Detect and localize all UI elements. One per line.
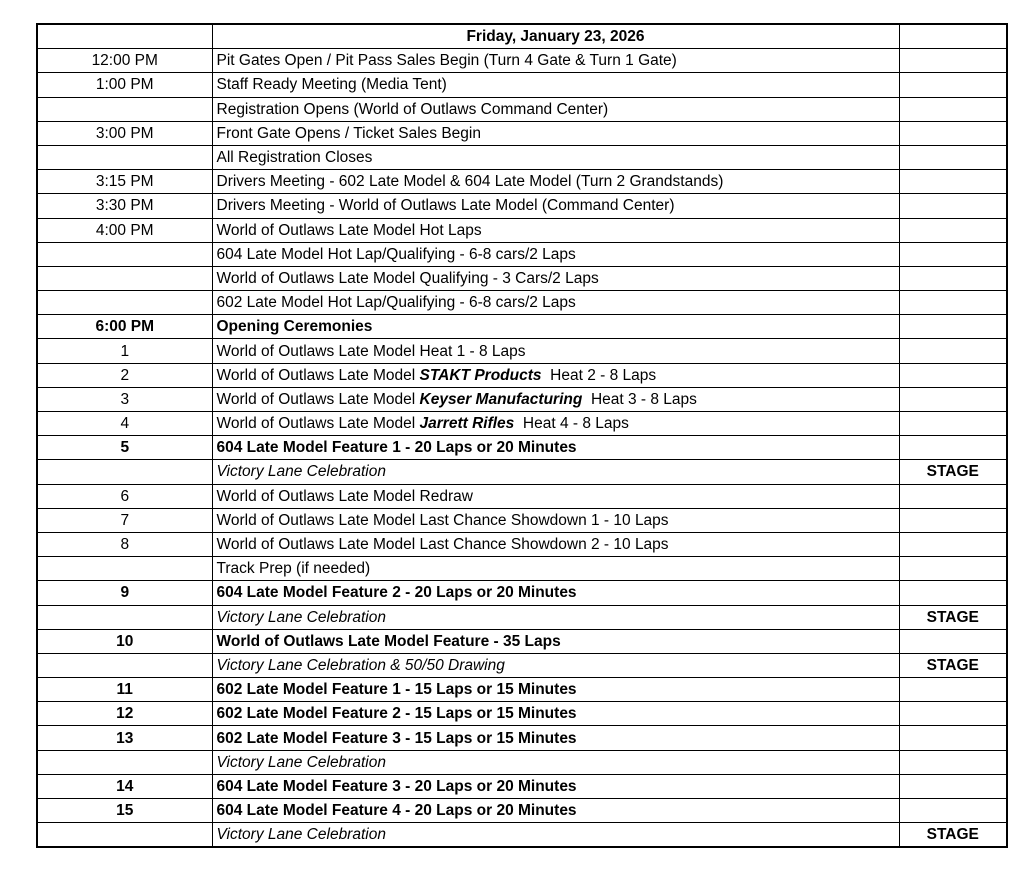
row-event: 604 Late Model Feature 3 - 20 Laps or 20 Minutes [212, 774, 899, 798]
row-time: 4 [37, 412, 212, 436]
row-time: 8 [37, 532, 212, 556]
event-sponsor: STAKT Products [419, 366, 542, 384]
row-event: Pit Gates Open / Pit Pass Sales Begin (Turn 4 Gate & Turn 1 Gate) [212, 49, 899, 73]
row-event: All Registration Closes [212, 145, 899, 169]
schedule-table [36, 23, 1008, 848]
row-note [899, 436, 1007, 460]
row-note: STAGE [899, 823, 1007, 848]
row-time: 1 [37, 339, 212, 363]
row-note [899, 508, 1007, 532]
row-note [899, 629, 1007, 653]
schedule-row [37, 363, 1007, 387]
row-note: STAGE [899, 653, 1007, 677]
schedule-row [37, 145, 1007, 169]
row-note [899, 291, 1007, 315]
row-event: Drivers Meeting - 602 Late Model & 604 Late Model (Turn 2 Grandstands) [212, 170, 899, 194]
schedule-date-header: Friday, January 23, 2026 [212, 24, 899, 49]
row-note [899, 242, 1007, 266]
row-time: 3:15 PM [37, 170, 212, 194]
row-time [37, 605, 212, 629]
event-text: World of Outlaws Late Model [216, 415, 420, 433]
row-event: World of Outlaws Late Model Heat 1 - 8 Laps [212, 339, 899, 363]
row-note: STAGE [899, 605, 1007, 629]
row-time: 10 [37, 629, 212, 653]
row-note [899, 266, 1007, 290]
row-time: 6:00 PM [37, 315, 212, 339]
schedule-row [37, 557, 1007, 581]
row-time: 12 [37, 702, 212, 726]
row-time: 5 [37, 436, 212, 460]
schedule-row [37, 484, 1007, 508]
row-time: 2 [37, 363, 212, 387]
row-event: Drivers Meeting - World of Outlaws Late Model (Command Center) [212, 194, 899, 218]
row-time: 15 [37, 799, 212, 823]
schedule-row [37, 581, 1007, 605]
row-event [212, 387, 899, 411]
schedule-row [37, 750, 1007, 774]
schedule-row [37, 629, 1007, 653]
header-blank-time [37, 24, 212, 49]
schedule-body [37, 24, 1007, 847]
row-event: Victory Lane Celebration [212, 605, 899, 629]
row-event: 602 Late Model Feature 1 - 15 Laps or 15 Minutes [212, 678, 899, 702]
event-text-after: Heat 3 - 8 Laps [582, 390, 697, 408]
row-note [899, 363, 1007, 387]
row-note [899, 339, 1007, 363]
schedule-row [37, 799, 1007, 823]
row-time: 4:00 PM [37, 218, 212, 242]
row-note [899, 557, 1007, 581]
schedule-row [37, 436, 1007, 460]
row-time: 3:00 PM [37, 121, 212, 145]
schedule-row [37, 49, 1007, 73]
schedule-row [37, 726, 1007, 750]
row-note [899, 218, 1007, 242]
event-text: World of Outlaws Late Model [216, 390, 420, 408]
row-note [899, 532, 1007, 556]
row-time [37, 653, 212, 677]
schedule-row [37, 412, 1007, 436]
row-time [37, 145, 212, 169]
row-event: Victory Lane Celebration [212, 750, 899, 774]
row-event: World of Outlaws Late Model Qualifying - 3 Cars/2 Laps [212, 266, 899, 290]
row-note [899, 121, 1007, 145]
schedule-row [37, 605, 1007, 629]
row-note [899, 581, 1007, 605]
schedule-row [37, 315, 1007, 339]
row-event: Front Gate Opens / Ticket Sales Begin [212, 121, 899, 145]
row-note [899, 774, 1007, 798]
row-time: 14 [37, 774, 212, 798]
schedule-row [37, 218, 1007, 242]
row-note [899, 412, 1007, 436]
schedule-row [37, 460, 1007, 484]
row-note [899, 678, 1007, 702]
schedule-row [37, 194, 1007, 218]
row-note [899, 49, 1007, 73]
row-time: 13 [37, 726, 212, 750]
row-time: 3 [37, 387, 212, 411]
schedule-row [37, 339, 1007, 363]
row-time [37, 750, 212, 774]
row-time: 11 [37, 678, 212, 702]
row-event: 604 Late Model Hot Lap/Qualifying - 6-8 cars/2 Laps [212, 242, 899, 266]
row-event: 602 Late Model Feature 3 - 15 Laps or 15 Minutes [212, 726, 899, 750]
row-event: Opening Ceremonies [212, 315, 899, 339]
schedule-row [37, 121, 1007, 145]
row-time: 9 [37, 581, 212, 605]
row-time [37, 291, 212, 315]
row-note [899, 97, 1007, 121]
schedule-row [37, 73, 1007, 97]
row-time: 3:30 PM [37, 194, 212, 218]
row-time [37, 557, 212, 581]
schedule-row [37, 653, 1007, 677]
row-time [37, 97, 212, 121]
row-note [899, 702, 1007, 726]
row-event: Victory Lane Celebration & 50/50 Drawing [212, 653, 899, 677]
schedule-row [37, 702, 1007, 726]
row-event: World of Outlaws Late Model Hot Laps [212, 218, 899, 242]
row-note [899, 726, 1007, 750]
row-time [37, 266, 212, 290]
schedule-row [37, 823, 1007, 848]
row-note [899, 387, 1007, 411]
event-sponsor: Keyser Manufacturing [419, 390, 583, 408]
row-event: 604 Late Model Feature 4 - 20 Laps or 20 Minutes [212, 799, 899, 823]
row-time: 1:00 PM [37, 73, 212, 97]
event-text: World of Outlaws Late Model [216, 366, 420, 384]
row-event: Registration Opens (World of Outlaws Command Center) [212, 97, 899, 121]
row-event: Victory Lane Celebration [212, 460, 899, 484]
header-row [37, 24, 1007, 49]
row-event: Staff Ready Meeting (Media Tent) [212, 73, 899, 97]
row-time: 6 [37, 484, 212, 508]
schedule-row [37, 242, 1007, 266]
schedule-row [37, 508, 1007, 532]
row-event: Victory Lane Celebration [212, 823, 899, 848]
schedule-row [37, 97, 1007, 121]
row-event: 604 Late Model Feature 1 - 20 Laps or 20 Minutes [212, 436, 899, 460]
row-note [899, 750, 1007, 774]
row-event [212, 412, 899, 436]
row-note [899, 73, 1007, 97]
header-blank-note [899, 24, 1007, 49]
row-note [899, 194, 1007, 218]
row-event: 602 Late Model Hot Lap/Qualifying - 6-8 cars/2 Laps [212, 291, 899, 315]
row-time: 7 [37, 508, 212, 532]
row-event: 602 Late Model Feature 2 - 15 Laps or 15 Minutes [212, 702, 899, 726]
row-time [37, 823, 212, 848]
row-event: World of Outlaws Late Model Feature - 35 Laps [212, 629, 899, 653]
row-note [899, 145, 1007, 169]
event-sponsor: Jarrett Rifles [419, 415, 515, 433]
row-note: STAGE [899, 460, 1007, 484]
schedule-row [37, 532, 1007, 556]
row-note [899, 799, 1007, 823]
schedule-row [37, 291, 1007, 315]
schedule-row [37, 170, 1007, 194]
row-event: World of Outlaws Late Model Redraw [212, 484, 899, 508]
schedule-row [37, 266, 1007, 290]
schedule-row [37, 387, 1007, 411]
row-event: World of Outlaws Late Model Last Chance Showdown 2 - 10 Laps [212, 532, 899, 556]
row-time [37, 242, 212, 266]
row-event: World of Outlaws Late Model Last Chance Showdown 1 - 10 Laps [212, 508, 899, 532]
row-time: 12:00 PM [37, 49, 212, 73]
row-event: Track Prep (if needed) [212, 557, 899, 581]
schedule-row [37, 774, 1007, 798]
schedule-row [37, 678, 1007, 702]
event-text-after: Heat 4 - 8 Laps [514, 415, 629, 433]
row-note [899, 170, 1007, 194]
row-event: 604 Late Model Feature 2 - 20 Laps or 20 Minutes [212, 581, 899, 605]
event-text-after: Heat 2 - 8 Laps [541, 366, 657, 384]
row-event [212, 363, 899, 387]
row-note [899, 484, 1007, 508]
row-note [899, 315, 1007, 339]
row-time [37, 460, 212, 484]
